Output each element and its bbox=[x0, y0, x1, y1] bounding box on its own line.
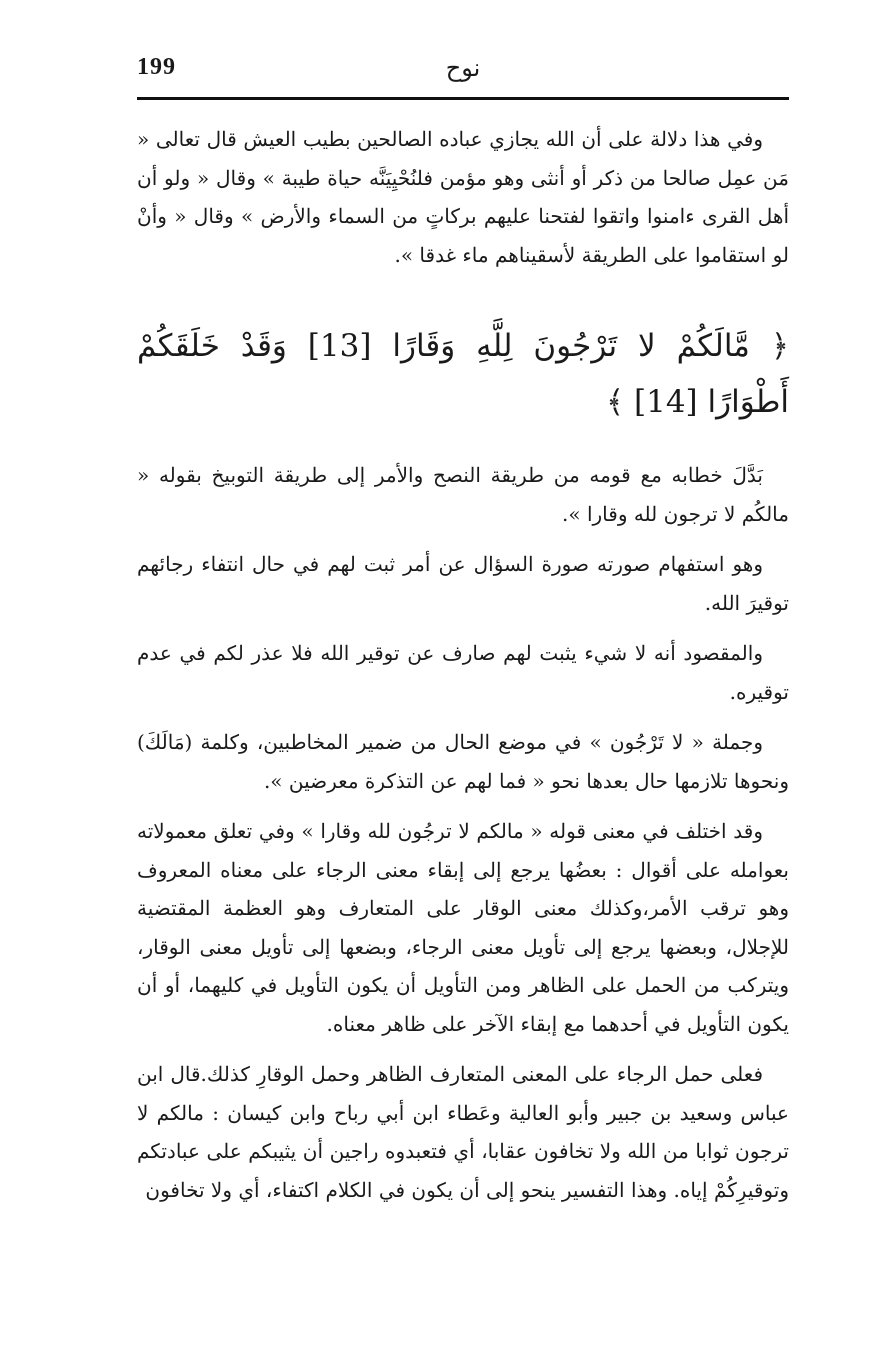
paragraph-1 bbox=[137, 120, 789, 274]
paragraph-6-text: وقد اختلف في معنى قوله « مالكم لا ترجُون لله وقارا » وفي تعلق معمولاته بعوامله على أقوال : بعضُها يرجع إلى إبقاء معنى الرجاء على معناه المعروف وهو ترقب الأمر،وكذلك معنى الوقار على المتعارف وهو العظمة المقتضية للإجلال، وبعضها يرجع إلى تأويل معنى الرجاء، وبضعها إلى تأويل معنى الوقار، ويتركب من الحمل على الظاهر ومن التأويل أن يكون التأويل في كليهما، أو أن يكون التأويل في أحدهما مع إبقاء الآخر على ظاهر معناه. bbox=[137, 819, 790, 1036]
quran-verse: ﴿ مَّالَكُمْ لا تَرْجُونَ لِلَّهِ وَقَارًا [13] وَقَدْ خَلَقَكُمْ أَطْوَارًا [14] ﴾ bbox=[137, 328, 789, 420]
paragraph-1-text: وفي هذا دلالة على أن الله يجازي عباده الصالحين بطيب العيش قال تعالى « مَن عمِل صالحا من ذكر أو أنثى وهو مؤمن فلنُحْيِيَنَّه حياة طيبة » وقال « ولو أن أهل القرى ءامنوا واتقوا لفتحنا عليهم بركاتٍ من السماء والأرض » وقال « وأنْ لو استقاموا على الطريقة لأسقيناهم ماء غدقا ». bbox=[137, 127, 789, 267]
paragraph-3-text: وهو استفهام صورته صورة السؤال عن أمر ثبت لهم في حال انتفاء رجائهم توقيرَ الله. bbox=[137, 552, 789, 615]
paragraph-4-text: والمقصود أنه لا شيء يثبت لهم صارف عن توقير الله فلا عذر لكم في عدم توقيره. bbox=[137, 641, 789, 704]
paragraph-7 bbox=[137, 1055, 789, 1209]
paragraph-3 bbox=[137, 545, 789, 622]
paragraph-4 bbox=[137, 634, 789, 711]
chapter-title: نوح bbox=[445, 54, 481, 82]
paragraph-7-text: فعلى حمل الرجاء على المعنى المتعارف الظاهر وحمل الوقارِ كذلك.قال ابن عباس وسعيد بن جبير وأبو العالية وعَطاء ابن أبي رباح وابن كيسان : مالكم لا ترجون ثوابا من الله ولا تخافون عقابا، أي فتعبدوه راجين أن يثيبكم على عبادتكم وتوقيرِكُمْ إياه. وهذا التفسير ينحو إلى أن يكون في الكلام اكتفاء، أي ولا تخافون bbox=[137, 1062, 789, 1202]
page-header bbox=[137, 52, 789, 92]
paragraph-6 bbox=[137, 812, 789, 1043]
paragraph-2-text: بَدَّلَ خطابه مع قومه من طريقة النصح والأمر إلى طريقة التوبيخ بقوله « مالكُم لا ترجون لله وقارا ». bbox=[137, 463, 789, 526]
paragraph-5-text: وجملة « لا تَرْجُون » في موضع الحال من ضمير المخاطبين، وكلمة (مَالَكَ) ونحوها تلازمها حال بعدها نحو « فما لهم عن التذكرة معرضين ». bbox=[137, 730, 789, 793]
header-divider bbox=[137, 97, 789, 100]
page-number: 199 bbox=[137, 54, 176, 80]
page-body bbox=[137, 120, 789, 1221]
paragraph-2 bbox=[137, 456, 789, 533]
paragraph-5 bbox=[137, 723, 789, 800]
